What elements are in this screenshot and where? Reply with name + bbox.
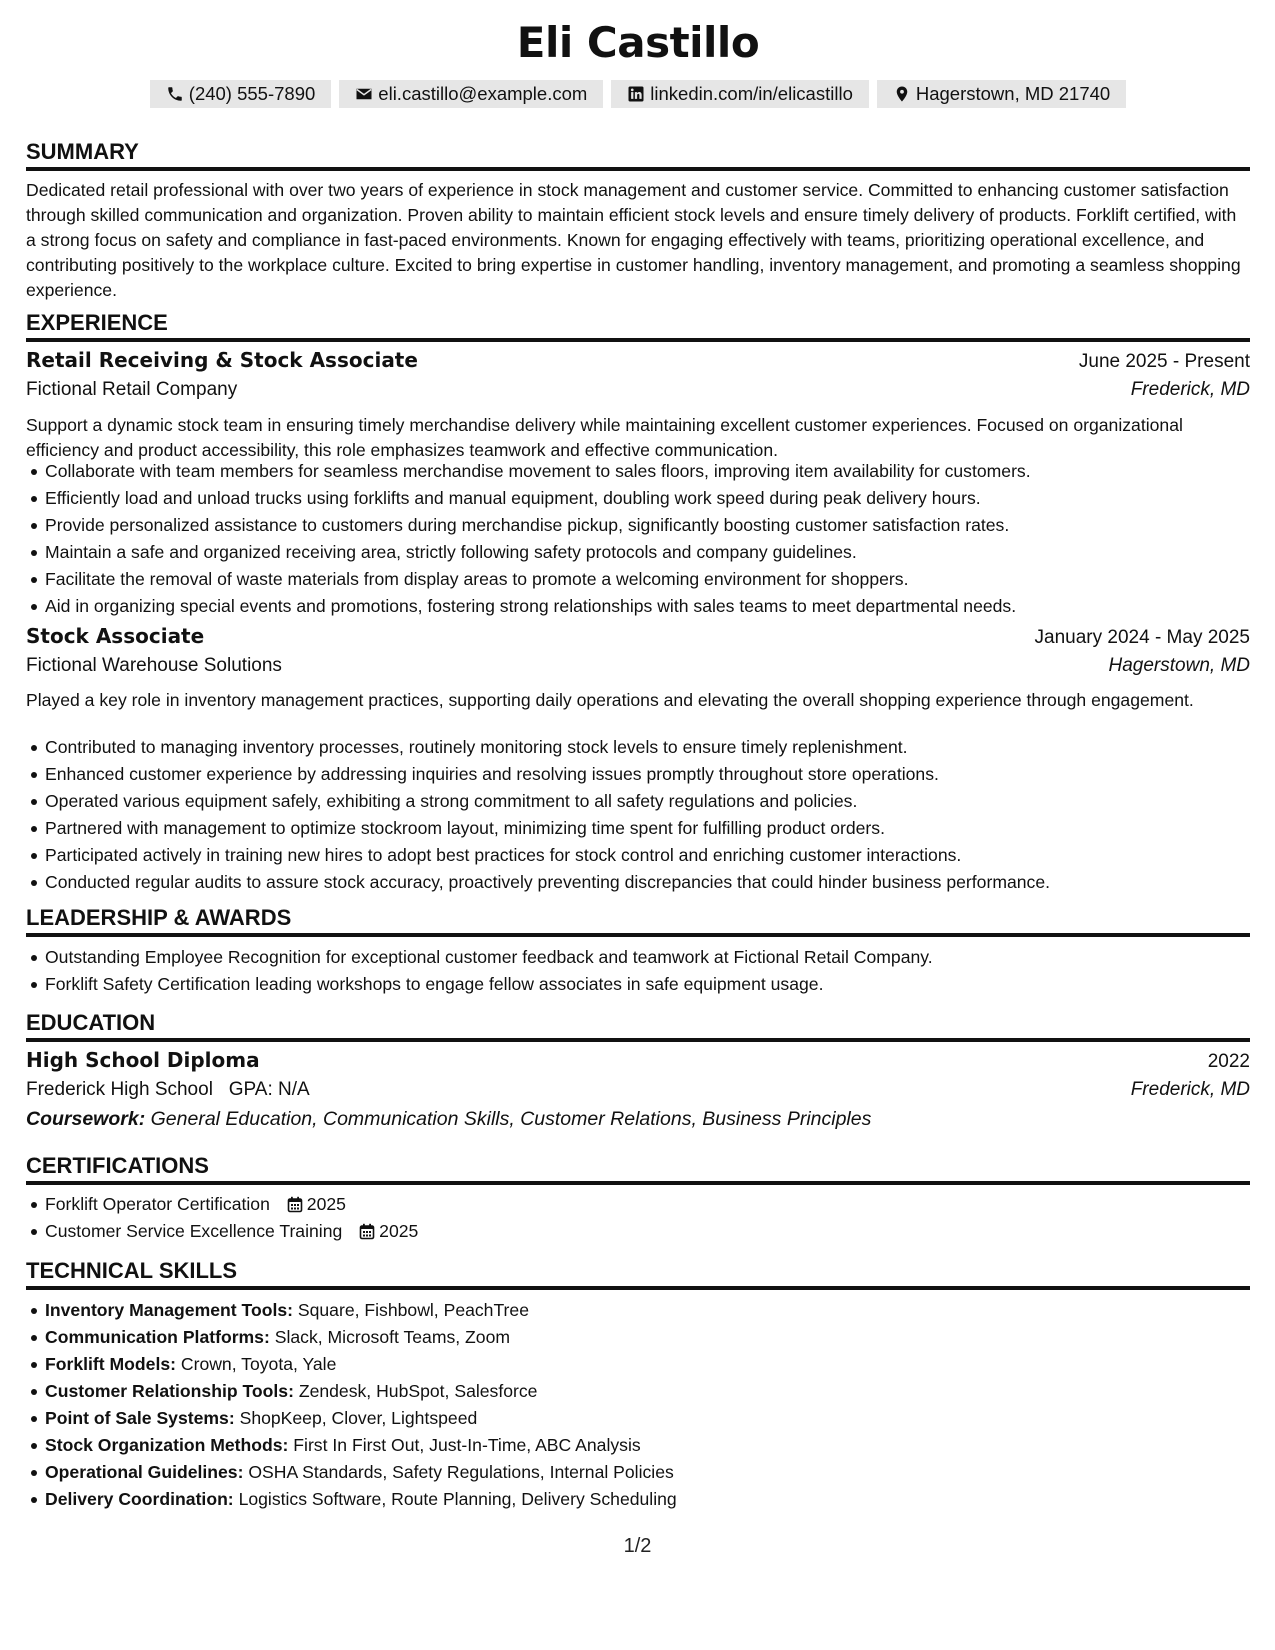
skills-list [26,1297,1269,1513]
leadership-list [26,944,1269,998]
education-heading: EDUCATION [26,1010,1250,1042]
skill-value: Square, Fishbowl, PeachTree [297,1300,529,1320]
coursework-label: Coursework: [26,1108,146,1130]
job-subheader [26,379,1250,401]
job-description: Played a key role in inventory management practices, supporting daily operations and elevating the overall shopping experience through engagement. [26,690,1194,710]
skill-value: Zendesk, HubSpot, Salesforce [298,1381,538,1401]
job-header [26,624,1250,649]
list-item [45,1432,1269,1459]
location-text: Hagerstown, MD 21740 [915,83,1111,104]
skill-label: Stock Organization Methods: [45,1435,289,1455]
experience-heading: EXPERIENCE [26,310,1250,342]
list-item: Collaborate with team members for seamless merchandise movement to sales floors, improving item availability for customers. [45,458,1269,485]
graduation-year: 2022 [1207,1051,1250,1072]
skill-value: Crown, Toyota, Yale [180,1354,337,1374]
list-item: Partnered with management to optimize stockroom layout, minimizing time spent for fulfilling product orders. [45,815,1269,842]
skill-value: Logistics Software, Route Planning, Delivery Scheduling [238,1489,677,1509]
company-name: Fictional Warehouse Solutions [26,655,282,676]
job-title: Stock Associate [26,624,205,648]
list-item [45,1459,1269,1486]
candidate-name: Eli Castillo [516,18,760,67]
certifications-heading: CERTIFICATIONS [26,1153,1250,1185]
contact-phone[interactable] [150,80,332,108]
envelope-icon [355,85,373,103]
job-bullets [26,734,1269,896]
degree: High School Diploma [26,1048,260,1072]
skill-label: Forklift Models: [45,1354,176,1374]
linkedin-icon [627,85,645,103]
skill-value: ShopKeep, Clover, Lightspeed [239,1408,478,1428]
list-item: Provide personalized assistance to customers during merchandise pickup, significantly boosting customer satisfaction rates. [45,512,1269,539]
company-name: Fictional Retail Company [26,379,238,400]
list-item: Efficiently load and unload trucks using forklifts and manual equipment, doubling work speed during peak delivery hours. [45,485,1269,512]
phone-text: (240) 555-7890 [188,83,316,104]
list-item [45,1324,1269,1351]
skill-label: Customer Relationship Tools: [45,1381,294,1401]
school-location: Frederick, MD [1130,1079,1250,1100]
list-item: Enhanced customer experience by addressing inquiries and resolving issues promptly throughout store operations. [45,761,1269,788]
calendar-icon [287,1196,303,1213]
coursework [26,1108,1250,1131]
list-item: Facilitate the removal of waste materials from display areas to promote a welcoming environment for shoppers. [45,566,1269,593]
list-item [45,1218,1269,1245]
contact-location [877,80,1126,108]
list-item [45,1486,1269,1513]
skill-value: OSHA Standards, Safety Regulations, Internal Policies [248,1462,674,1482]
job-location: Frederick, MD [1130,379,1250,400]
phone-icon [166,85,184,103]
job-header [26,348,1250,373]
skill-value: Slack, Microsoft Teams, Zoom [274,1327,511,1347]
list-item [45,1297,1269,1324]
skill-label: Point of Sale Systems: [45,1408,235,1428]
skill-label: Inventory Management Tools: [45,1300,293,1320]
calendar-icon [359,1223,375,1240]
contact-email[interactable] [339,80,603,108]
linkedin-text: linkedin.com/in/elicastillo [650,83,853,104]
job-location: Hagerstown, MD [1108,655,1250,676]
job-dates: January 2024 - May 2025 [1034,627,1250,648]
list-item: Participated actively in training new hires to adopt best practices for stock control and enriching customer interactions. [45,842,1269,869]
list-item: Forklift Safety Certification leading workshops to engage fellow associates in safe equipment usage. [45,971,1269,998]
job-title: Retail Receiving & Stock Associate [26,348,418,372]
summary-text: Dedicated retail professional with over two years of experience in stock management and customer service. Committed to enhancing customer satisfaction through skilled communication and organization. Proven ability to maintain efficient stock levels and ensure timely delivery of products. Forklift certified, with a strong focus on safety and compliance in fast-paced environments. Known for engaging effectively with teams, prioritizing operational excellence, and contributing positively to the workplace culture. Excited to bring expertise in customer handling, inventory management, and promoting a seamless shopping experience. [26,180,1241,300]
skill-label: Operational Guidelines: [45,1462,244,1482]
certification-name: Customer Service Excellence Training [45,1221,343,1241]
skill-value: First In First Out, Just-In-Time, ABC Analysis [293,1435,641,1455]
list-item: Operated various equipment safely, exhibiting a strong commitment to all safety regulations and policies. [45,788,1269,815]
job-subheader [26,655,1250,677]
page-number: 1/2 [623,1535,652,1557]
gpa: GPA: N/A [228,1079,310,1100]
list-item: Contributed to managing inventory processes, routinely monitoring stock levels to ensure timely replenishment. [45,734,1269,761]
list-item [45,1191,1269,1218]
certifications-list [26,1191,1269,1245]
contact-bar [26,80,1250,108]
contact-linkedin[interactable] [611,80,869,108]
list-item: Conducted regular audits to assure stock accuracy, proactively preventing discrepancies that could hinder business performance. [45,869,1269,896]
job-dates: June 2025 - Present [1078,351,1250,372]
job-bullets [26,458,1269,620]
education-subheader [26,1079,1250,1101]
school-line [26,1079,310,1101]
list-item [45,1351,1269,1378]
list-item: Aid in organizing special events and promotions, fostering strong relationships with sales teams to meet departmental needs. [45,593,1269,620]
skills-heading: TECHNICAL SKILLS [26,1258,1250,1290]
map-pin-icon [893,85,911,103]
education-header [26,1048,1250,1073]
skill-label: Delivery Coordination: [45,1489,234,1509]
certification-year: 2025 [379,1221,419,1241]
skill-label: Communication Platforms: [45,1327,270,1347]
job-description: Support a dynamic stock team in ensuring timely merchandise delivery while maintaining excellent customer experiences. Focused on organizational efficiency and product accessibility, this role emphasizes teamwork and effective communication. [26,415,1183,460]
list-item: Maintain a safe and organized receiving area, strictly following safety protocols and company guidelines. [45,539,1269,566]
certification-year: 2025 [306,1194,346,1214]
list-item: Outstanding Employee Recognition for exceptional customer feedback and teamwork at Fictional Retail Company. [45,944,1269,971]
email-text: eli.castillo@example.com [378,83,588,104]
coursework-list: General Education, Communication Skills, Customer Relations, Business Principles [150,1108,872,1130]
certification-name: Forklift Operator Certification [45,1194,270,1214]
list-item [45,1378,1269,1405]
list-item [45,1405,1269,1432]
leadership-heading: LEADERSHIP & AWARDS [26,905,1250,937]
school-name: Frederick High School [26,1079,213,1100]
summary-heading: SUMMARY [26,139,1250,171]
